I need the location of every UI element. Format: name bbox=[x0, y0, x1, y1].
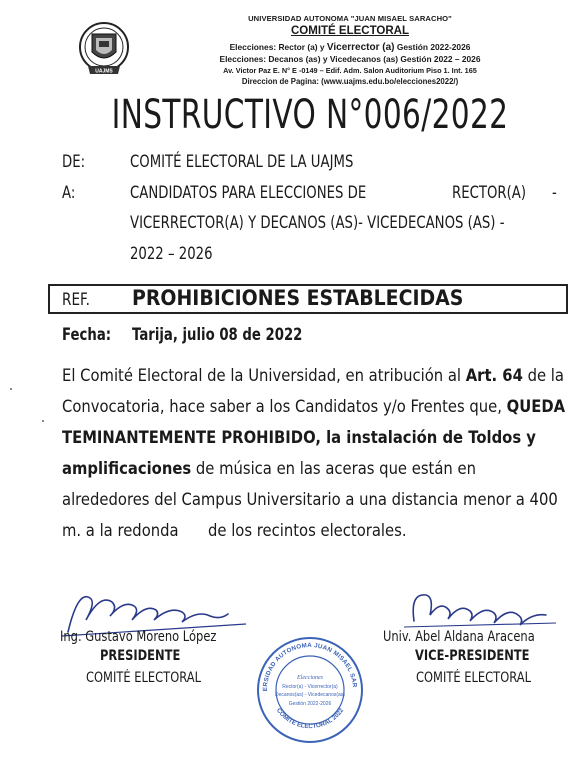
header-elections-decanos: Elecciones: Decanos (as) y Vicedecanos (as) Gestión 2022 – 2026 bbox=[219, 54, 481, 64]
body-line-6b: de los recintos electorales. bbox=[208, 521, 407, 541]
to-line-2: VICERRECTOR(A) Y DECANOS (AS)- VICEDECANOS (AS) - bbox=[130, 213, 505, 233]
body-line-6a: m. a la redonda bbox=[62, 521, 179, 541]
stamp-ring-bottom: COMITE ELECTORAL 2022 bbox=[274, 707, 346, 731]
right-signer-name: Univ. Abel Aldana Aracena bbox=[383, 629, 535, 645]
svg-text:COMITE ELECTORAL 2022 bbox=[275, 707, 346, 730]
from-label: DE: bbox=[62, 152, 86, 172]
ref-value: PROHIBICIONES ESTABLECIDAS bbox=[132, 286, 464, 310]
body-line-2: Convocatoria, hace saber a los Candidatos y/o Frentes que, QUEDA bbox=[62, 397, 566, 417]
to-line-1c: - bbox=[552, 183, 557, 203]
left-signer-name: Ing. Gustavo Moreno López bbox=[60, 629, 217, 645]
stamp-center-1: Elecciones bbox=[297, 675, 323, 681]
body-line-1: El Comité Electoral de la Universidad, en atribución al Art. 64 de la bbox=[62, 366, 564, 386]
committee-name: COMITÉ ELECTORAL bbox=[291, 25, 409, 37]
seal-label: UAJMS bbox=[95, 68, 113, 75]
official-stamp bbox=[255, 635, 365, 745]
right-signer-org: COMITÉ ELECTORAL bbox=[416, 670, 531, 686]
header-address: Av. Victor Paz E. N° E -0149 – Edif. Adm. Salon Auditorium Piso 1. Int. 165 bbox=[223, 66, 477, 75]
university-name: UNIVERSIDAD AUTONOMA "JUAN MISAEL SARACHO" bbox=[248, 14, 452, 23]
from-value: COMITÉ ELECTORAL DE LA UAJMS bbox=[130, 152, 354, 172]
document-title: INSTRUCTIVO N°006/2022 bbox=[111, 92, 509, 138]
stamp-center-2: Rector(a) - Vicerrector(a) bbox=[282, 684, 338, 690]
header-web: Direccion de Pagina: (www.uajms.edu.bo/elecciones2022/) bbox=[241, 77, 459, 86]
stamp-center-3: Decanos(as) - Vicedecanos(as) bbox=[275, 692, 345, 698]
to-label: A: bbox=[62, 183, 76, 203]
signature-right bbox=[400, 585, 560, 635]
body-line-3: TEMINANTEMENTE PROHIBIDO, la instalación de Toldos y bbox=[62, 428, 536, 448]
stamp-ring-top: ERSIDAD AUTONOMA JUAN MISAEL SAR bbox=[261, 641, 358, 692]
to-line-1b: RECTOR(A) bbox=[452, 183, 527, 203]
left-signer-role: PRESIDENTE bbox=[100, 648, 181, 664]
date-value: Tarija, julio 08 de 2022 bbox=[132, 325, 303, 345]
scan-speck bbox=[10, 388, 12, 390]
to-line-1a: CANDIDATOS PARA ELECCIONES DE bbox=[130, 183, 367, 203]
to-line-3: 2022 – 2026 bbox=[130, 244, 213, 264]
stamp-center-4: Gestión 2022-2026 bbox=[288, 701, 332, 707]
svg-text:UNIVERSIDAD AUTONOMA JUAN MISA bbox=[255, 635, 358, 691]
right-signer-role: VICE-PRESIDENTE bbox=[415, 648, 530, 664]
scan-speck bbox=[42, 420, 44, 422]
left-signer-org: COMITÉ ELECTORAL bbox=[86, 670, 201, 686]
university-seal bbox=[78, 20, 130, 80]
header-elections-rector: Elecciones: Rector (a) y Vicerrector (a) Gestión 2022-2026 bbox=[229, 42, 471, 53]
ref-label: REF. bbox=[62, 290, 91, 310]
body-line-5: alrededores del Campus Universitario a una distancia menor a 400 bbox=[62, 490, 558, 510]
body-line-4: amplificaciones de música en las aceras que están en bbox=[62, 459, 476, 479]
date-label: Fecha: bbox=[62, 325, 112, 345]
